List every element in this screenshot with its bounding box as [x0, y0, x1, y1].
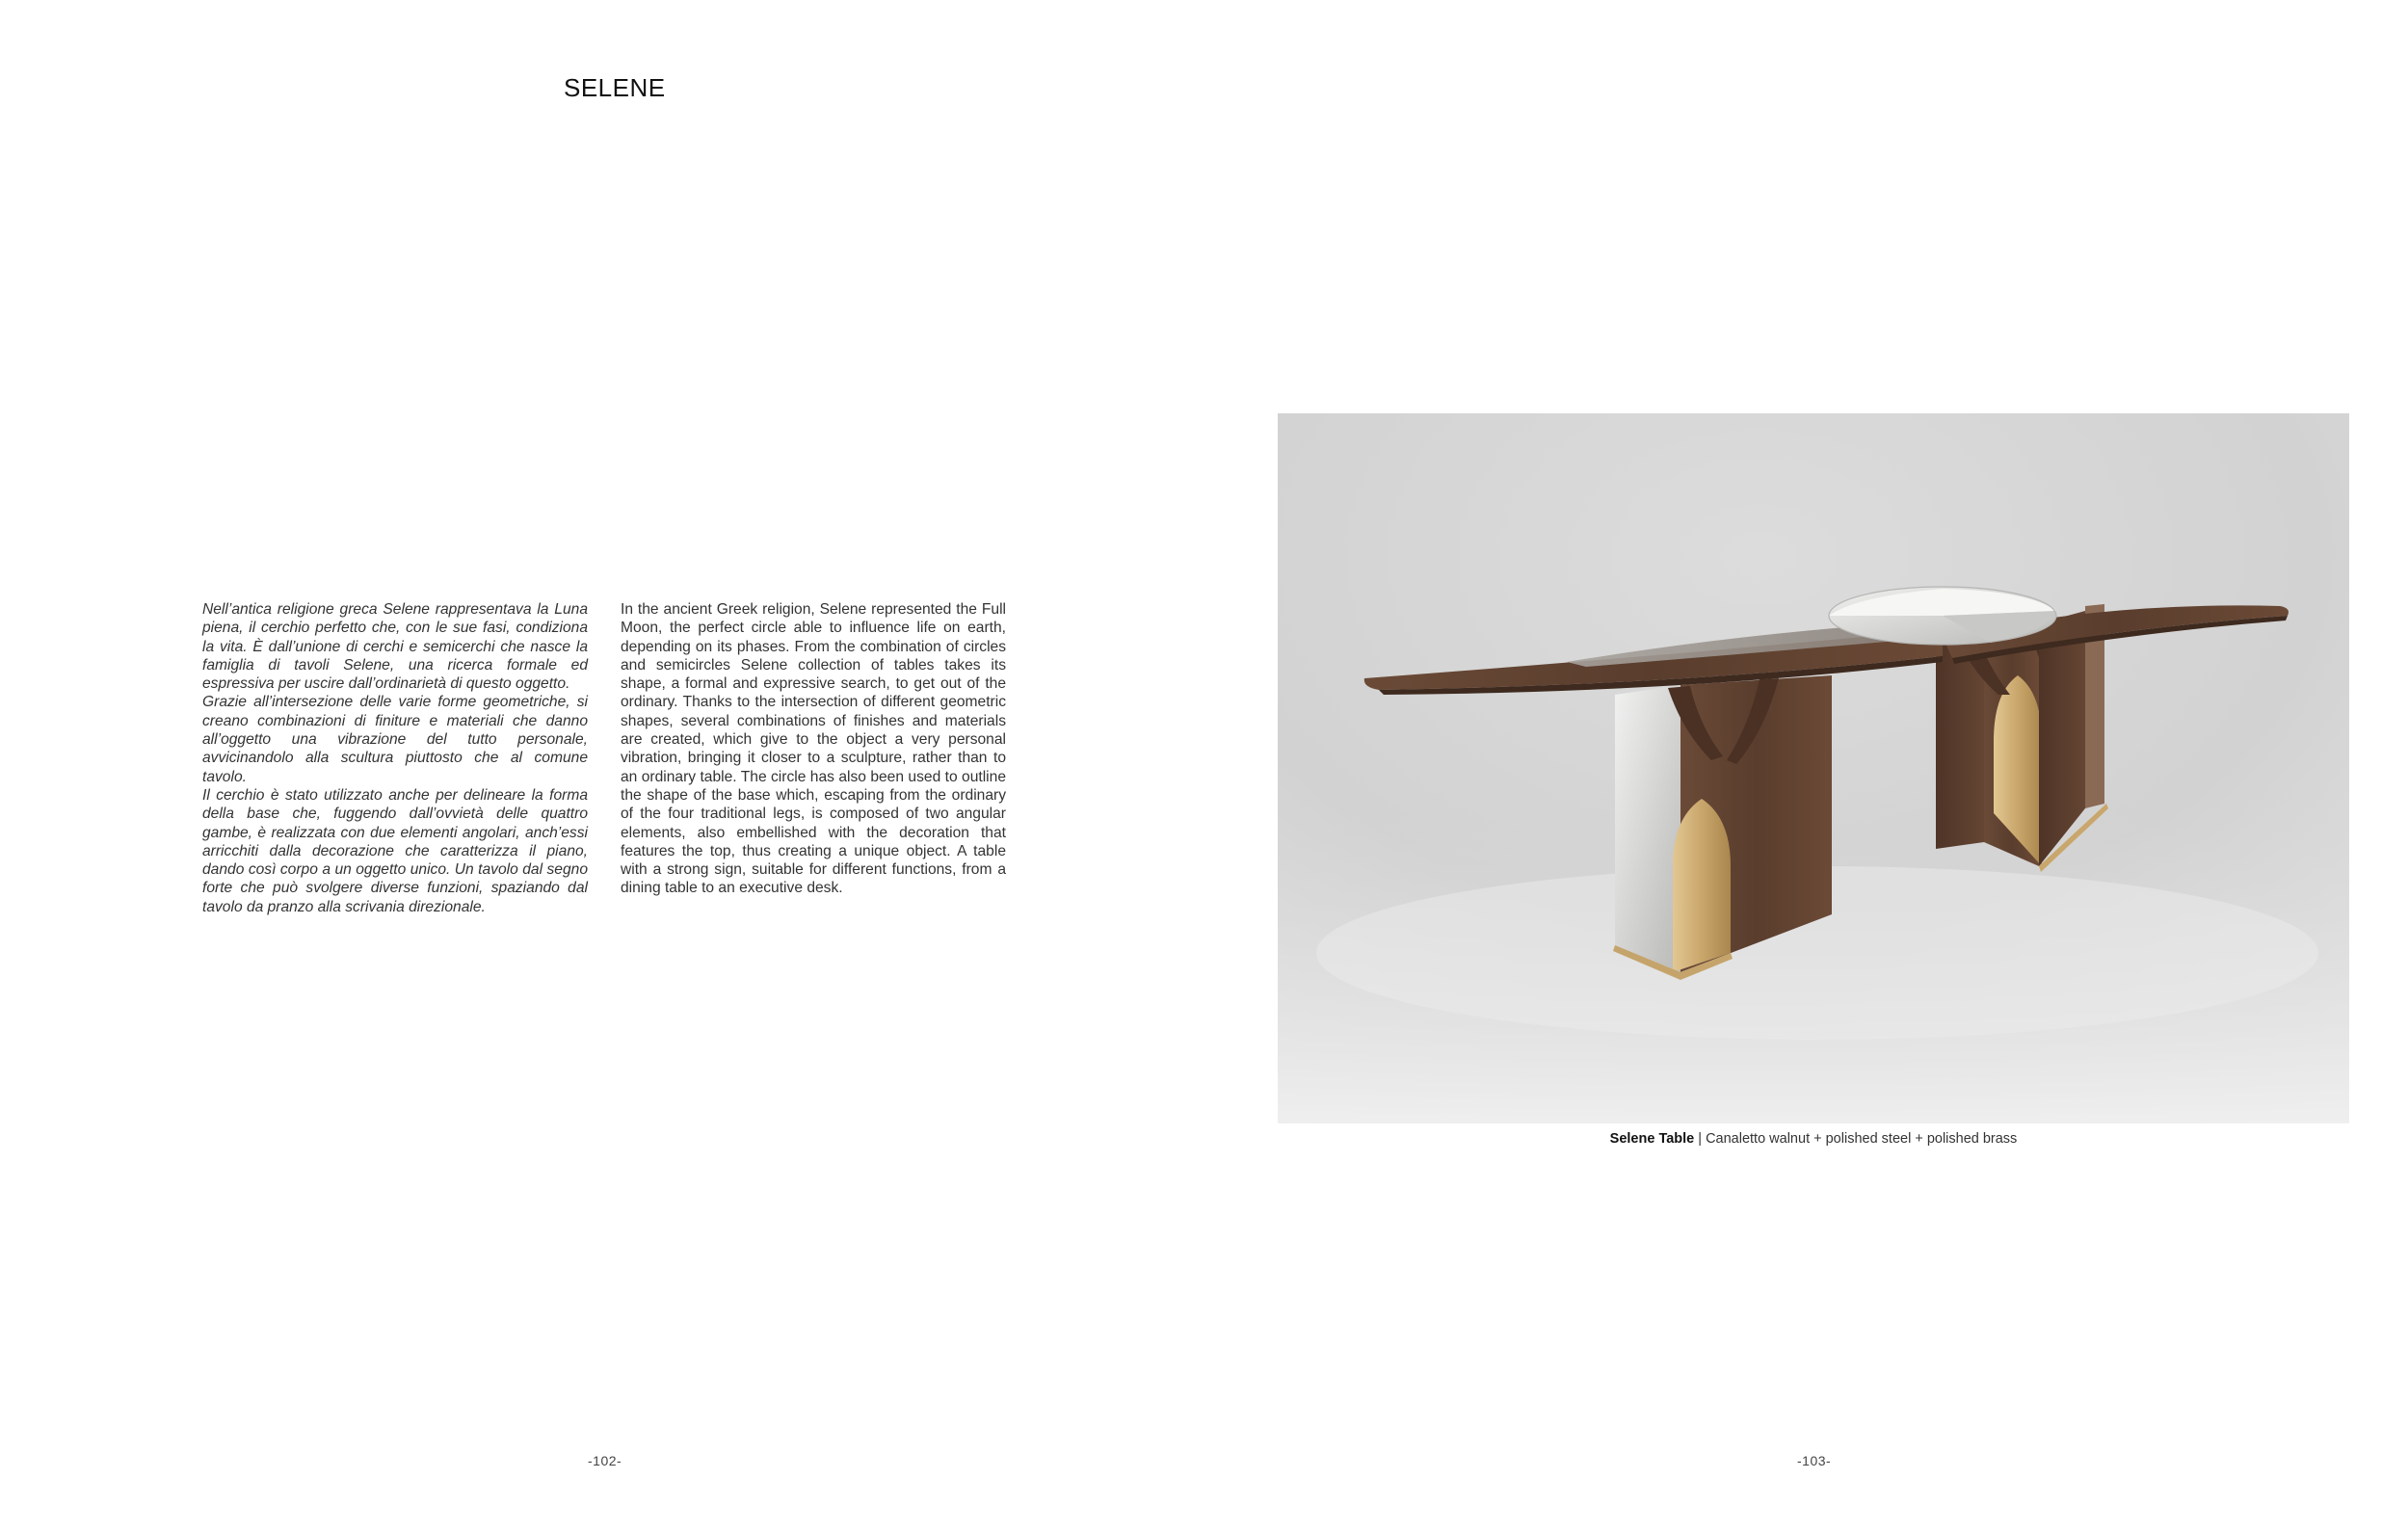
italian-paragraph-1: Nell’antica religione greca Selene rappresentava la Luna piena, il cerchio perfetto che, con le sue fasi, condiziona la vita. È dall’unione di cerchi e semicerchi che nasce la famiglia di tavoli Selene, una ricerca formale ed espressiva per uscire dall’ordinarietà di questo oggetto.: [202, 601, 588, 693]
caption-product-name: Selene Table: [1609, 1131, 1695, 1147]
caption-materials: Canaletto walnut + polished steel + polished brass: [1706, 1131, 2018, 1147]
english-paragraph-1: In the ancient Greek religion, Selene represented the Full Moon, the perfect circle able to influence life on earth, depending on its phases. From the combination of circles and semicircles Selene collection of tables takes its shape, a formal and expressive search, to get out of the ordinary. Thanks to the intersection of different geometric shapes, several combinations of finishes and materials are created, which give to the object a very personal vibration, bringing it closer to a sculpture, rather than to an ordinary table. The circle has also been used to outline the shape of the base which, escaping from the ordinary of the four traditional legs, is composed of two angular elements, also embellished with the decoration that features the top, thus creating a unique object. A table with a strong sign, suitable for different functions, from a dining table to an executive desk.: [621, 601, 1006, 897]
right-page: [1204, 0, 2408, 1532]
photo-caption: [1278, 1131, 2349, 1147]
italian-paragraph-3: Il cerchio è stato utilizzato anche per delineare la forma della base che, fuggendo dall’ovvietà delle quattro gambe, è realizzata con due elementi angolari, anch’essi arricchiti dalla decorazione che caratterizza il piano, dando così corpo a un oggetto unico. Un tavolo dal segno forte che può svolgere diverse funzioni, spaziando dal tavolo da pranzo alla scrivania direzionale.: [202, 786, 588, 915]
italian-paragraph-2: Grazie all’intersezione delle varie forme geometriche, si creano combinazioni di finiture e materiali che danno all’oggetto una vibrazione del tutto personale, avvicinandolo alla scultura piuttosto che al comune tavolo.: [202, 694, 588, 785]
selene-table-illustration: [1278, 413, 2349, 1123]
page-number-right: -103-: [1797, 1453, 1832, 1468]
caption-separator: |: [1694, 1131, 1707, 1147]
page-title: SELENE: [564, 73, 666, 102]
italian-text-column: [202, 600, 588, 916]
english-text-column: [621, 600, 1006, 898]
product-photo: [1278, 413, 2349, 1123]
page-number-left: -102-: [588, 1453, 622, 1468]
